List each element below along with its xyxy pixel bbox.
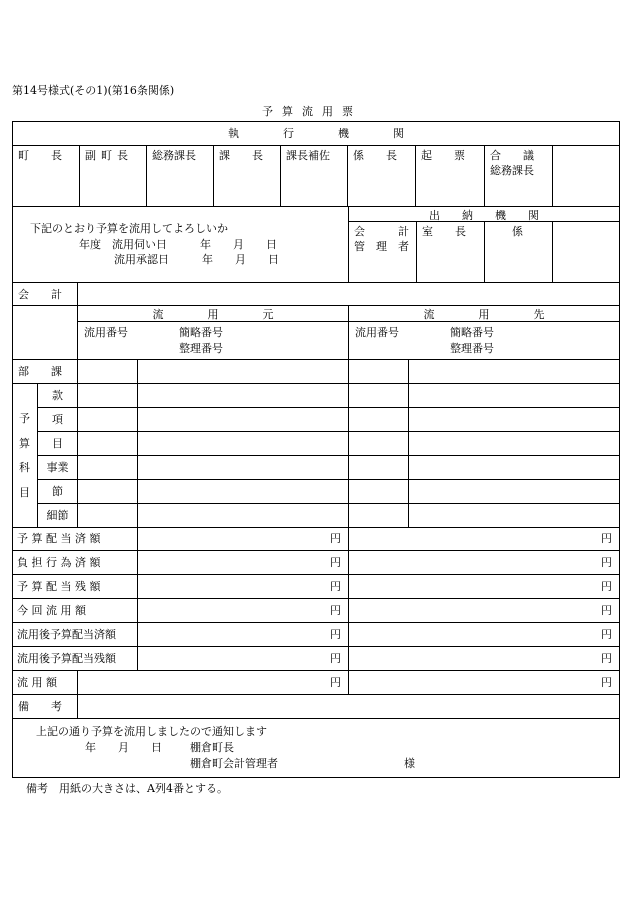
destination-header: 流 用 先: [423, 308, 545, 321]
remarks-label: 備 考: [18, 700, 62, 713]
yen-unit: 円: [601, 652, 612, 665]
approver-mayor: 町 長: [18, 149, 62, 162]
yen-unit: 円: [601, 676, 612, 689]
subject-project: 事業: [46, 461, 69, 474]
yen-unit: 円: [330, 532, 341, 545]
approver-unit-chief: 係 長: [353, 149, 397, 162]
yen-unit: 円: [330, 676, 341, 689]
approval-date-line: 流用承認日 年 月 日: [114, 253, 279, 266]
budget-vertical-4: 目: [19, 486, 30, 499]
approver-assistant-chief: 課長補佐: [286, 149, 330, 162]
notice-text: 上記の通り予算を流用しましたので通知します: [36, 725, 267, 738]
approver-consultation: 合 議: [490, 149, 534, 162]
accountant-manager-label: 管 理 者: [354, 240, 409, 253]
budget-vertical-2: 算: [19, 437, 30, 450]
town-mayor: 棚倉町長: [190, 741, 234, 754]
request-text: 下記のとおり予算を流用してよろしいか: [30, 222, 228, 235]
dest-ref-number: 整理番号: [450, 342, 494, 355]
yen-unit: 円: [601, 556, 612, 569]
approver-drafter: 起 票: [421, 149, 465, 162]
source-transfer-number: 流用番号: [84, 326, 128, 339]
footnote: 備考 用紙の大きさは、A列4番とする。: [26, 782, 228, 795]
source-abbr-number: 簡略番号: [179, 326, 223, 339]
approver-general-affairs: 総務課長: [152, 149, 196, 162]
treasury-header: 出 納 機 関: [429, 209, 539, 222]
budget-vertical-1: 予: [19, 412, 30, 425]
row-current-transfer: 今 回 流 用 額: [17, 604, 86, 617]
source-header: 流 用 元: [152, 308, 274, 321]
subject-moku: 目: [52, 437, 63, 450]
subject-setsu: 節: [52, 485, 63, 498]
executing-agency-header: 執 行 機 関: [228, 127, 404, 140]
budget-vertical-3: 科: [19, 461, 30, 474]
honorific-sama: 様: [404, 757, 415, 770]
form-label: 第14号様式(その1)(第16条関係): [12, 84, 175, 97]
yen-unit: 円: [601, 604, 612, 617]
clerk-label: 係: [512, 225, 523, 238]
approver-consultation-general: 総務課長: [490, 164, 534, 177]
yen-unit: 円: [601, 628, 612, 641]
account-label: 会 計: [18, 288, 62, 301]
subject-saisetsu: 細節: [46, 509, 69, 522]
dest-transfer-number: 流用番号: [355, 326, 399, 339]
subject-kan: 款: [52, 389, 63, 402]
document-title: 予算流用票: [262, 105, 362, 118]
yen-unit: 円: [330, 556, 341, 569]
yen-unit: 円: [330, 652, 341, 665]
accountant-label: 会 計: [354, 225, 409, 238]
approver-section-chief: 課 長: [219, 149, 263, 162]
town-accountant: 棚倉町会計管理者: [190, 757, 278, 770]
room-chief-label: 室 長: [422, 225, 466, 238]
subject-kou: 項: [52, 413, 63, 426]
yen-unit: 円: [330, 604, 341, 617]
row-transfer-amount: 流 用 額: [17, 676, 57, 689]
row-post-remaining: 流用後予算配当残額: [17, 652, 116, 665]
approver-deputy-mayor: 副町長: [85, 149, 133, 162]
notice-date: 年 月 日: [85, 741, 162, 754]
department-label: 部 課: [18, 365, 62, 378]
row-remaining-amount: 予 算 配 当 残 額: [17, 580, 101, 593]
dest-abbr-number: 簡略番号: [450, 326, 494, 339]
row-allocated-amount: 予 算 配 当 済 額: [17, 532, 101, 545]
yen-unit: 円: [601, 580, 612, 593]
row-committed-amount: 負 担 行 為 済 額: [17, 556, 101, 569]
request-date-line: 年度 流用伺い日 年 月 日: [79, 238, 277, 251]
source-ref-number: 整理番号: [179, 342, 223, 355]
yen-unit: 円: [601, 532, 612, 545]
yen-unit: 円: [330, 628, 341, 641]
yen-unit: 円: [330, 580, 341, 593]
row-post-allocated: 流用後予算配当済額: [17, 628, 116, 641]
